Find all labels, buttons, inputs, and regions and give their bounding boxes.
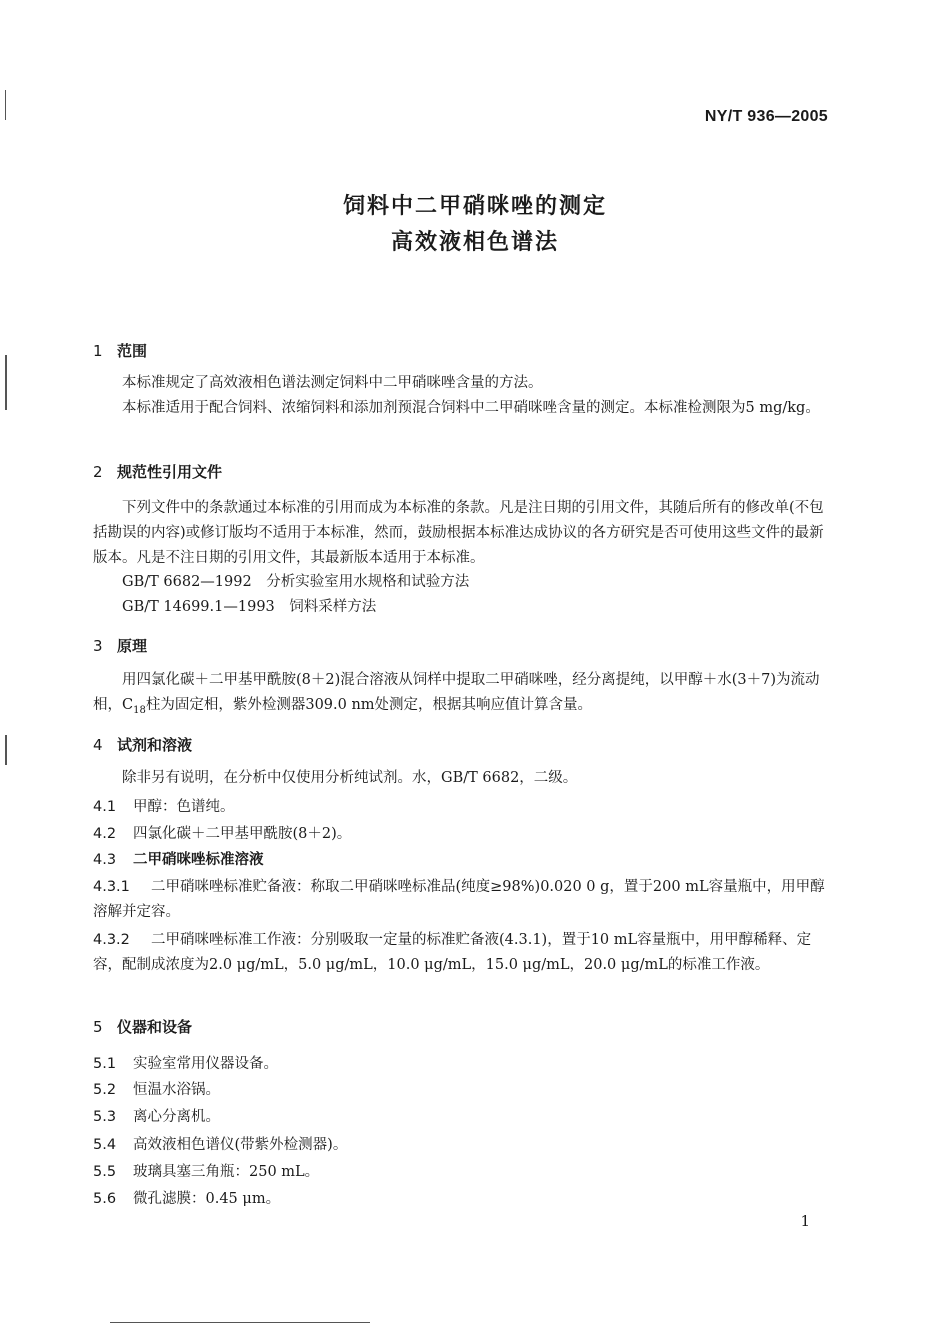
page-number: 1 (800, 1212, 810, 1230)
clause-4-3-1 (93, 875, 829, 925)
section-title: 原理 (117, 637, 148, 655)
paragraph: 除非另有说明，在分析中仅使用分析纯试剂。水，GB/T 6682，二级。 (122, 770, 578, 786)
clause-number: 5.6 (93, 1191, 117, 1207)
clause-text: 二甲硝咪唑标准贮备液：称取二甲硝咪唑标准品(纯度≥98%)0.020 0 g，置于200 mL容量瓶中，用甲醇溶解并定容。 (93, 879, 825, 920)
scan-edge-mark (110, 1322, 370, 1323)
section-number: 4 (93, 736, 103, 754)
clause-text: 二甲硝咪唑标准溶液 (133, 852, 264, 868)
scan-edge-mark (5, 735, 7, 765)
paragraph: 本标准适用于配合饲料、浓缩饲料和添加剂预混合饲料中二甲硝咪唑含量的测定。本标准检测限为5 mg/kg。 (122, 400, 820, 416)
text-run: 用四氯化碳＋二甲基甲酰胺(8＋2)混合溶液从饲样中提取二甲硝咪唑，经分离提纯，以甲醇＋水(3＋7)为流动相，C (93, 672, 820, 713)
document-title: 饲料中二甲硝咪唑的测定 (342, 194, 607, 219)
clause-text: 恒温水浴锅。 (133, 1082, 220, 1098)
clause-5-5 (93, 1160, 319, 1181)
clause-number: 4.1 (93, 799, 117, 815)
clause-number: 4.3 (93, 852, 117, 868)
clause-number: 4.2 (93, 826, 117, 842)
clause-text: 甲醇：色谱纯。 (133, 799, 235, 815)
clause-5-4 (93, 1133, 347, 1154)
section-number: 2 (93, 463, 103, 481)
clause-5-3 (93, 1105, 220, 1126)
reference-item: GB/T 14699.1—1993 饲料采样方法 (122, 599, 377, 615)
clause-text: 玻璃具塞三角瓶：250 mL。 (133, 1164, 320, 1180)
clause-4-2 (93, 822, 351, 843)
paragraph (93, 668, 829, 723)
section-heading-reagents (93, 734, 192, 755)
clause-number: 5.3 (93, 1109, 117, 1125)
clause-5-1 (93, 1052, 278, 1073)
clause-text: 四氯化碳＋二甲基甲酰胺(8＋2)。 (133, 826, 352, 842)
section-heading-apparatus (93, 1016, 192, 1037)
subscript: 18 (133, 704, 146, 716)
section-title: 范围 (117, 342, 148, 360)
reference-item: GB/T 6682—1992 分析实验室用水规格和试验方法 (122, 574, 470, 590)
document-subtitle: 高效液相色谱法 (390, 230, 559, 255)
text-run: 柱为固定相，紫外检测器309.0 nm处测定，根据其响应值计算含量。 (145, 697, 593, 713)
standard-number: NY/T 936—2005 (704, 108, 828, 125)
clause-text: 离心分离机。 (133, 1109, 220, 1125)
clause-number: 5.5 (93, 1164, 117, 1180)
clause-4-1 (93, 795, 235, 816)
clause-number: 5.1 (93, 1056, 117, 1072)
clause-text: 高效液相色谱仪(带紫外检测器)。 (133, 1137, 348, 1153)
section-heading-principle (93, 635, 147, 656)
clause-number: 5.4 (93, 1137, 117, 1153)
section-heading-references (93, 461, 222, 482)
scan-edge-mark (5, 90, 6, 120)
section-number: 3 (93, 637, 103, 655)
section-number: 5 (93, 1018, 103, 1036)
clause-4-3-2 (93, 928, 829, 978)
clause-number: 5.2 (93, 1082, 117, 1098)
clause-text: 二甲硝咪唑标准工作液：分别吸取一定量的标准贮备液(4.3.1)，置于10 mL容量瓶中，用甲醇稀释、定容，配制成浓度为2.0 μg/mL，5.0 μg/mL，10.0 μg/mL，15.0 μg/mL，20.0 μg/mL的标准工作液。 (93, 932, 812, 973)
clause-5-2 (93, 1078, 220, 1099)
clause-text: 实验室常用仪器设备。 (133, 1056, 278, 1072)
clause-text: 微孔滤膜：0.45 μm。 (133, 1191, 281, 1207)
scan-edge-mark (5, 355, 7, 410)
section-title: 仪器和设备 (117, 1018, 193, 1036)
clause-number: 4.3.1 (93, 879, 130, 895)
clause-number: 4.3.2 (93, 932, 130, 948)
section-title: 试剂和溶液 (117, 736, 193, 754)
paragraph: 下列文件中的条款通过本标准的引用而成为本标准的条款。凡是注日期的引用文件，其随后所有的修改单(不包括勘误的内容)或修订版均不适用于本标准，然而，鼓励根据本标准达成协议的各方研究是否可使用这些文件的最新版本。凡是不注日期的引用文件，其最新版本适用于本标准。 (93, 500, 824, 566)
section-number: 1 (93, 342, 103, 360)
clause-4-3 (93, 848, 264, 869)
section-heading-scope (93, 340, 147, 361)
clause-5-6 (93, 1187, 280, 1208)
paragraph: 本标准规定了高效液相色谱法测定饲料中二甲硝咪唑含量的方法。 (122, 375, 543, 391)
section-title: 规范性引用文件 (117, 463, 223, 481)
